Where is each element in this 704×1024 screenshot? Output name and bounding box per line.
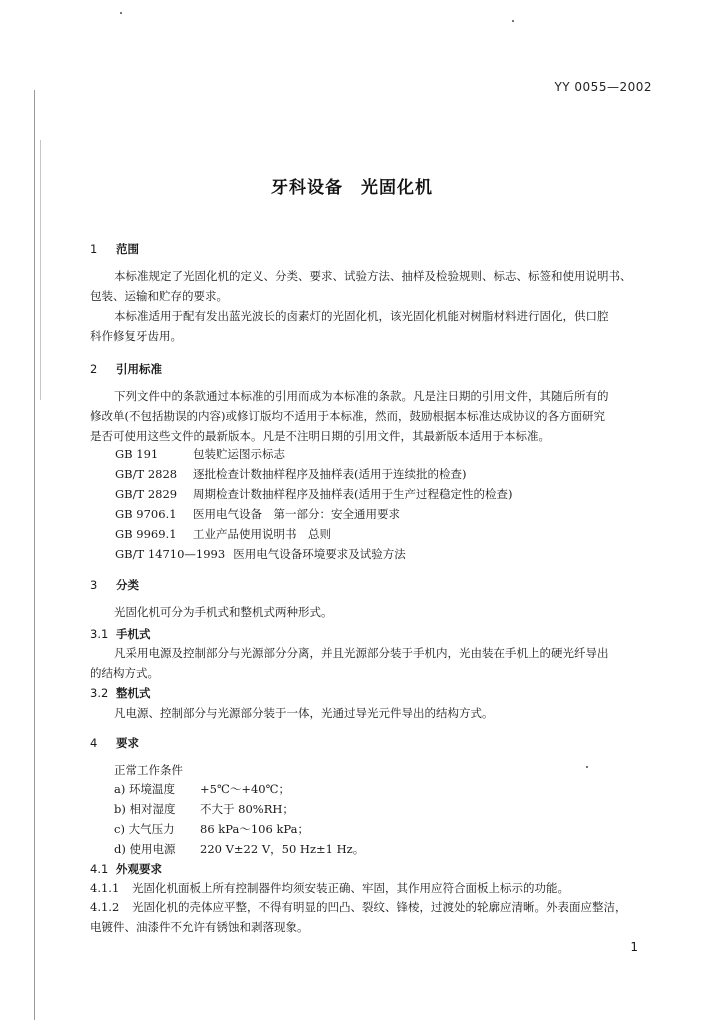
section-1-heading: 1 范围 xyxy=(90,242,139,256)
sec1-para1-line1: 本标准规定了光固化机的定义、分类、要求、试验方法、抽样及检验规则、标志、标签和使用说明书、 xyxy=(114,269,632,283)
subsection-4-1-heading: 4.1 外观要求 xyxy=(90,862,162,876)
section-3-heading: 3 分类 xyxy=(90,578,139,592)
section-2-body xyxy=(90,386,609,446)
operating-conditions-title: 正常工作条件 xyxy=(114,763,183,777)
reference-item: GB/T 2828 逐批检查计数抽样程序及抽样表(适用于连续批的检查) xyxy=(115,467,467,481)
reference-list xyxy=(115,444,512,564)
sec2-para-line2: 修改单(不包括勘误的内容)或修订版均不适用于本标准，然而，鼓励根据本标准达成协议的各方面研究 xyxy=(90,409,605,423)
scan-speck xyxy=(512,20,514,22)
document-title xyxy=(0,173,704,198)
sec2-para-line1: 下列文件中的条款通过本标准的引用而成为本标准的条款。凡是注日期的引用文件，其随后所有的 xyxy=(114,389,609,403)
operating-conditions-list xyxy=(114,779,364,859)
sec3-1-line2: 的结构方式。 xyxy=(90,666,159,680)
scan-speck xyxy=(120,12,122,14)
subsection-3-1-body xyxy=(90,643,609,683)
sec1-para2-line2: 科作修复牙齿用。 xyxy=(90,329,182,343)
section-4-heading: 4 要求 xyxy=(90,736,139,750)
sec3-1-line1: 凡采用电源及控制部分与光源部分分离，并且光源部分装于手机内，光由装在手机上的硬光纤导出 xyxy=(114,646,609,660)
sec1-para2-line1: 本标准适用于配有发出蓝光波长的卤素灯的光固化机，该光固化机能对树脂材料进行固化，供口腔 xyxy=(114,309,609,323)
condition-item: c) 大气压力 86 kPa～106 kPa； xyxy=(114,822,309,836)
title-part1: 牙科设备 xyxy=(271,178,343,198)
section-1-body xyxy=(90,266,632,346)
subsection-3-2-body: 凡电源、控制部分与光源部分装于一体，光通过导光元件导出的结构方式。 xyxy=(114,706,494,720)
sec1-para1-line2: 包装、运输和贮存的要求。 xyxy=(90,289,228,303)
item-4-1-1: 4.1.1 光固化机面板上所有控制器件均须安装正确、牢固，其作用应符合面板上标示的功能。 xyxy=(90,881,569,895)
sec2-para-line3: 是否可使用这些文件的最新版本。凡是不注明日期的引用文件，其最新版本适用于本标准。 xyxy=(90,429,550,443)
item-4-1-2: 4.1.2 光固化机的壳体应平整，不得有明显的凹凸、裂纹、锋棱，过渡处的轮廓应清晰。外表面应整洁， 电镀件、油漆件不允许有锈蚀和剥落现象。 xyxy=(90,900,627,934)
subsection-3-1-heading: 3.1 手机式 xyxy=(90,627,151,641)
reference-item: GB 191 包装贮运图示标志 xyxy=(115,447,285,461)
condition-item: b) 相对湿度 不大于 80%RH； xyxy=(114,802,294,816)
reference-item: GB 9706.1 医用电气设备 第一部分：安全通用要求 xyxy=(115,507,400,521)
scan-edge-line xyxy=(34,90,35,1020)
reference-item: GB/T 14710—1993 医用电气设备环境要求及试验方法 xyxy=(115,547,406,561)
subsection-3-2-heading: 3.2 整机式 xyxy=(90,686,151,700)
condition-item: d) 使用电源 220 V±22 V，50 Hz±1 Hz。 xyxy=(114,842,365,856)
page-number: 1 xyxy=(630,940,638,954)
section-2-heading: 2 引用标准 xyxy=(90,362,162,376)
scan-speck xyxy=(586,766,588,768)
reference-item: GB 9969.1 工业产品使用说明书 总则 xyxy=(115,527,331,541)
sec3-intro: 光固化机可分为手机式和整机式两种形式。 xyxy=(114,605,333,619)
title-part2: 光固化机 xyxy=(361,178,433,198)
reference-item: GB/T 2829 周期检查计数抽样程序及抽样表(适用于生产过程稳定性的检查) xyxy=(115,487,513,501)
standard-number: YY 0055—2002 xyxy=(554,80,652,94)
condition-item: a) 环境温度 +5℃～+40℃； xyxy=(114,782,290,796)
